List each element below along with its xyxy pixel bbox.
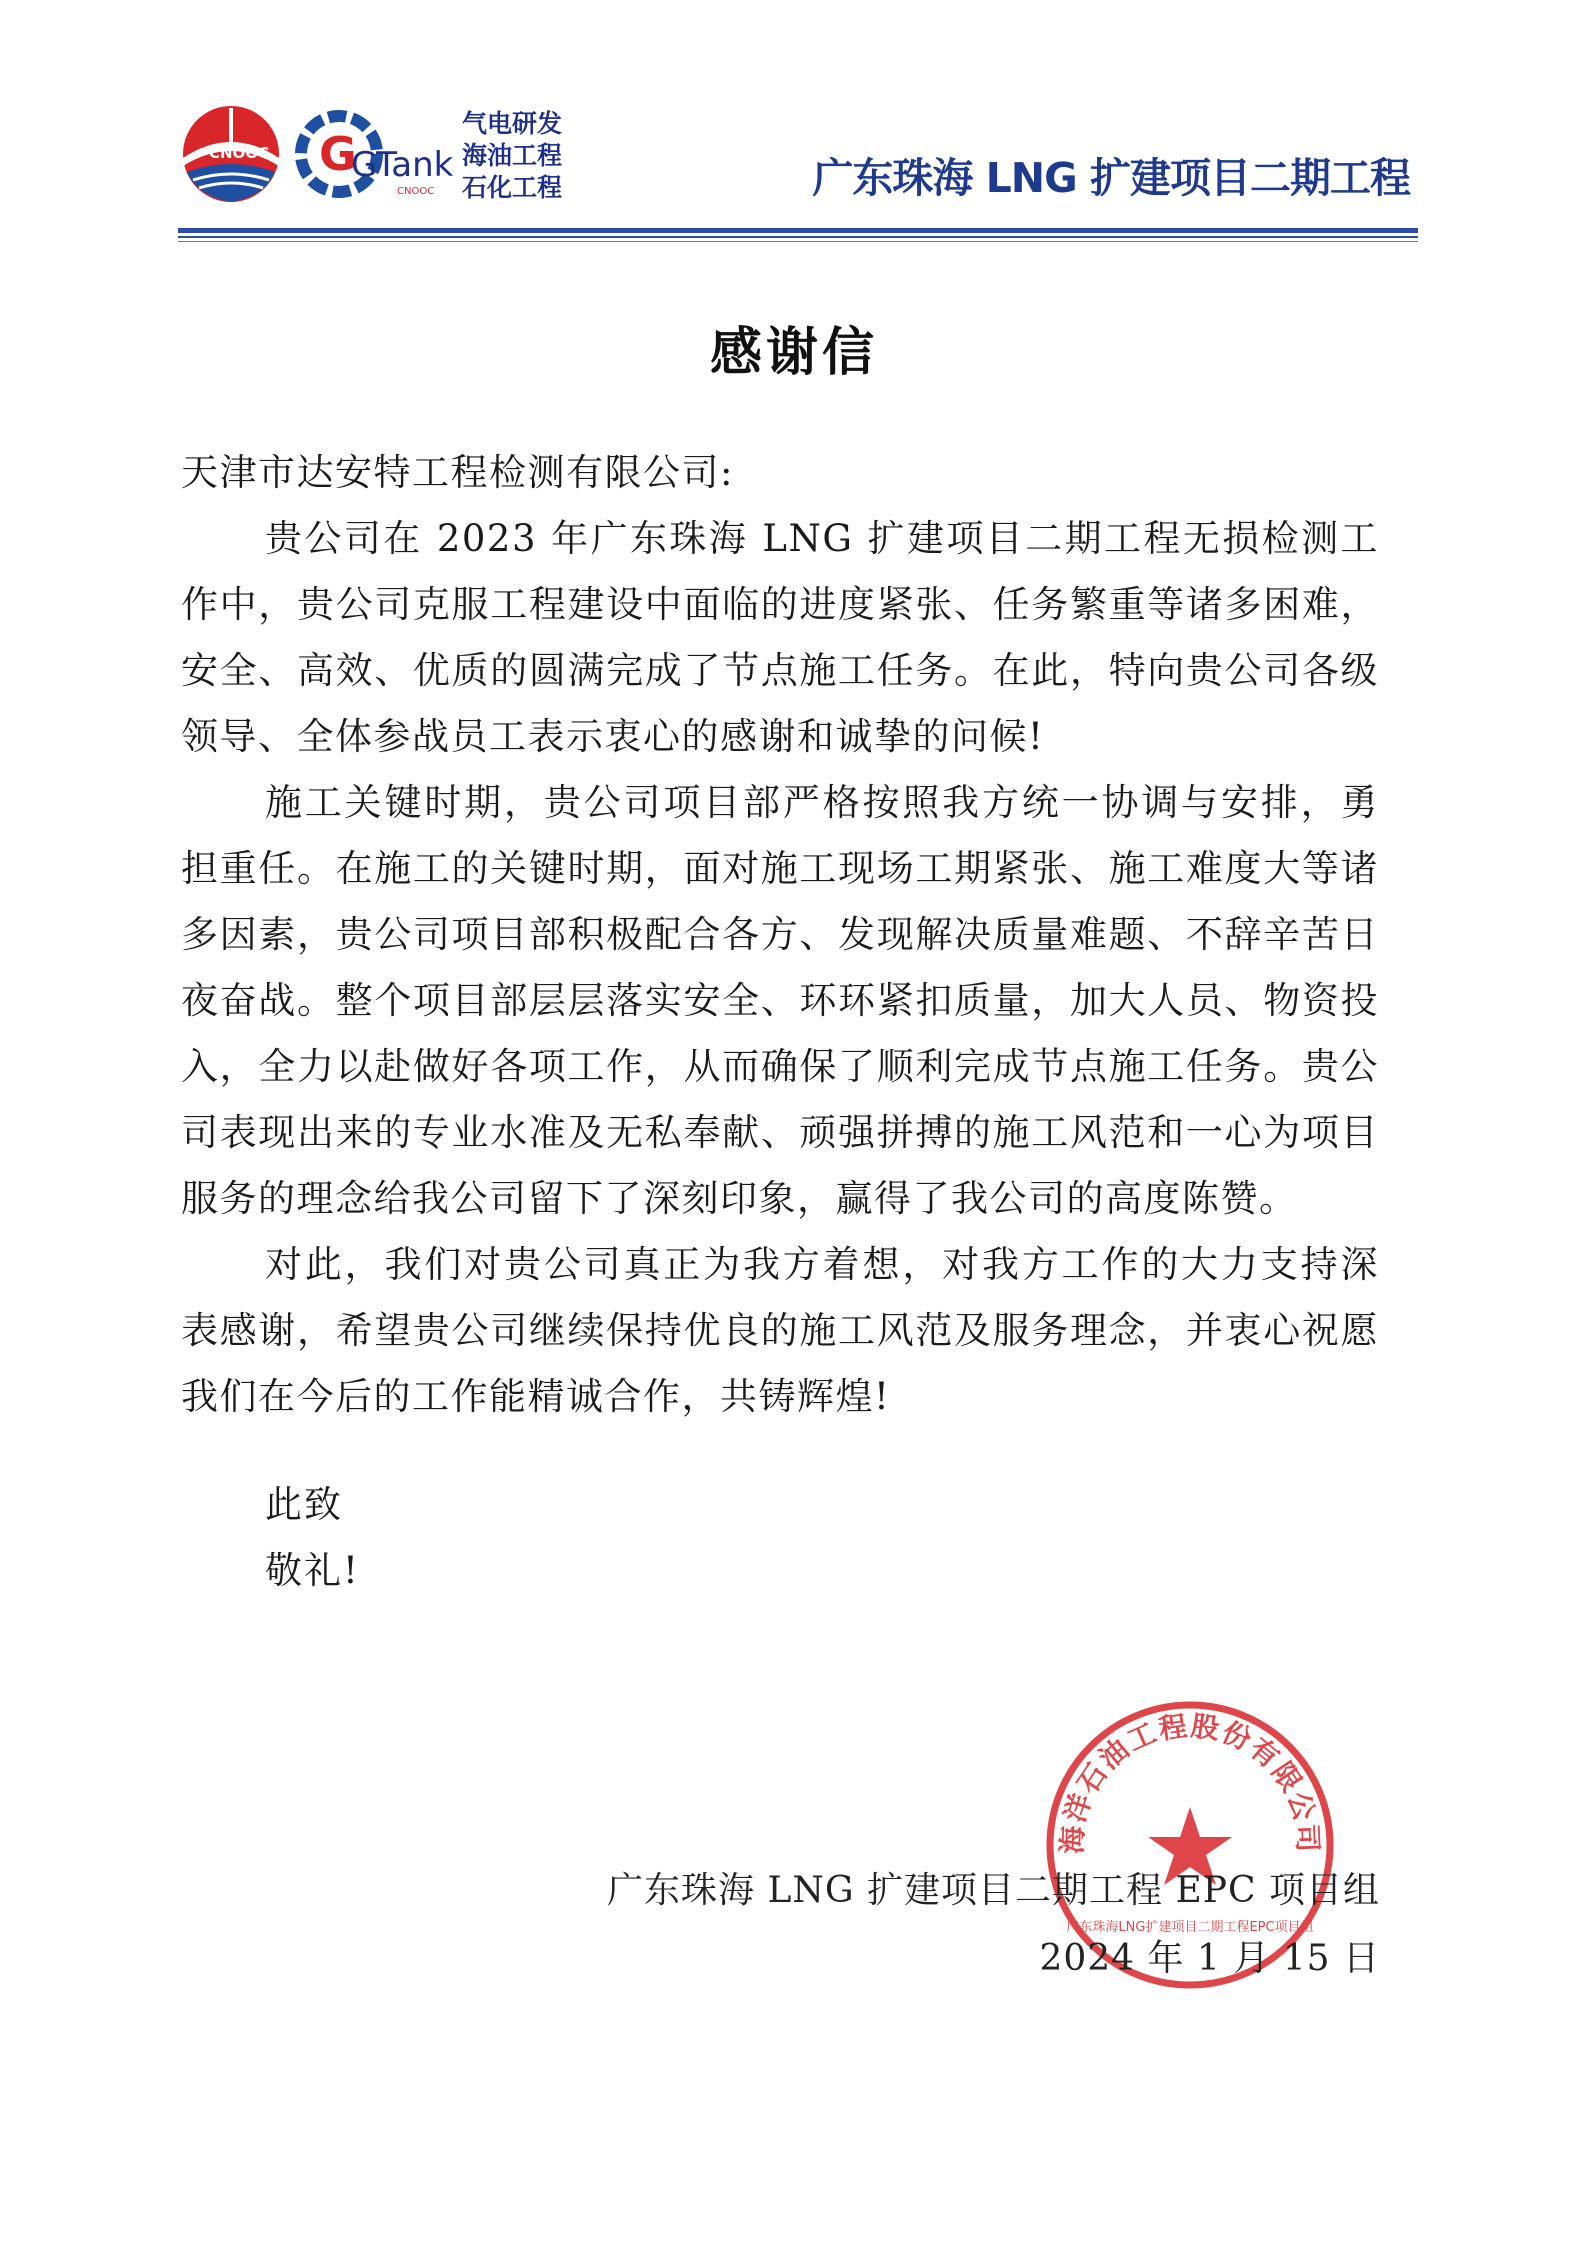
- logo-line-2: 海油工程: [462, 141, 563, 170]
- recipient: 天津市达安特工程检测有限公司:: [181, 451, 734, 494]
- cnooc-logo: [173, 96, 295, 206]
- closing-line-2: 敬礼!: [265, 1549, 360, 1592]
- svg-text:CNOOC: CNOOC: [209, 144, 270, 162]
- header-rule: [178, 228, 1418, 233]
- letter-body: [181, 440, 1379, 1430]
- signature-date: 2024 年 1 月 15 日: [1039, 1938, 1380, 1979]
- svg-text:G: G: [319, 127, 357, 181]
- letter-title: 感谢信: [709, 323, 878, 383]
- project-title: 广东珠海 LNG 扩建项目二期工程: [812, 154, 1410, 202]
- signature-organization: 广东珠海 LNG 扩建项目二期工程 EPC 项目组: [607, 1870, 1380, 1911]
- paragraph-1: 贵公司在 2023 年广东珠海 LNG 扩建项目二期工程无损检测工作中，贵公司克服工程建设中面临的进度紧张、任务繁重等诸多困难，安全、高效、优质的圆满完成了节点施工任务。在此，特向贵公司各级领导、全体参战员工表示衷心的感谢和诚挚的问候!: [181, 517, 1379, 758]
- logo-line-3: 石化工程: [462, 173, 563, 202]
- header-rule-thin: [178, 236, 1418, 238]
- svg-text:CNOOC: CNOOC: [397, 186, 435, 197]
- paragraph-2: 施工关键时期，贵公司项目部严格按照我方统一协调与安排，勇担重任。在施工的关键时期，面对施工现场工期紧张、施工难度大等诸多因素，贵公司项目部积极配合各方、发现解决质量难题、不辞辛苦日夜奋战。整个项目部层层落实安全、环环紧扣质量，加大人员、物资投入，全力以赴做好各项工作，从而确保了顺利完成节点施工任务。贵公司表现出来的专业水准及无私奉献、顽强拼搏的施工风范和一心为项目服务的理念给我公司留下了深刻印象，赢得了我公司的高度陈赞。: [181, 781, 1379, 1220]
- paragraph-3: 对此，我们对贵公司真正为我方着想，对我方工作的大力支持深表感谢，希望贵公司继续保持优良的施工风范及服务理念，并衷心祝愿我们在今后的工作能精诚合作，共铸辉煌!: [181, 1243, 1379, 1418]
- header-rule-hairline: [178, 241, 1418, 242]
- closing: [265, 1472, 360, 1604]
- closing-line-1: 此致: [265, 1483, 343, 1526]
- gtank-logo: [293, 106, 453, 202]
- logo-tagline: [462, 108, 602, 204]
- svg-text:广东珠海LNG扩建项目二期工程EPC项目组: 广东珠海LNG扩建项目二期工程EPC项目组: [1066, 1920, 1314, 1935]
- svg-text:GTank: GTank: [351, 145, 453, 185]
- logo-line-1: 气电研发: [462, 109, 563, 138]
- svg-text:海洋石油工程股份有限公司: 海洋石油工程股份有限公司: [1055, 1709, 1325, 1855]
